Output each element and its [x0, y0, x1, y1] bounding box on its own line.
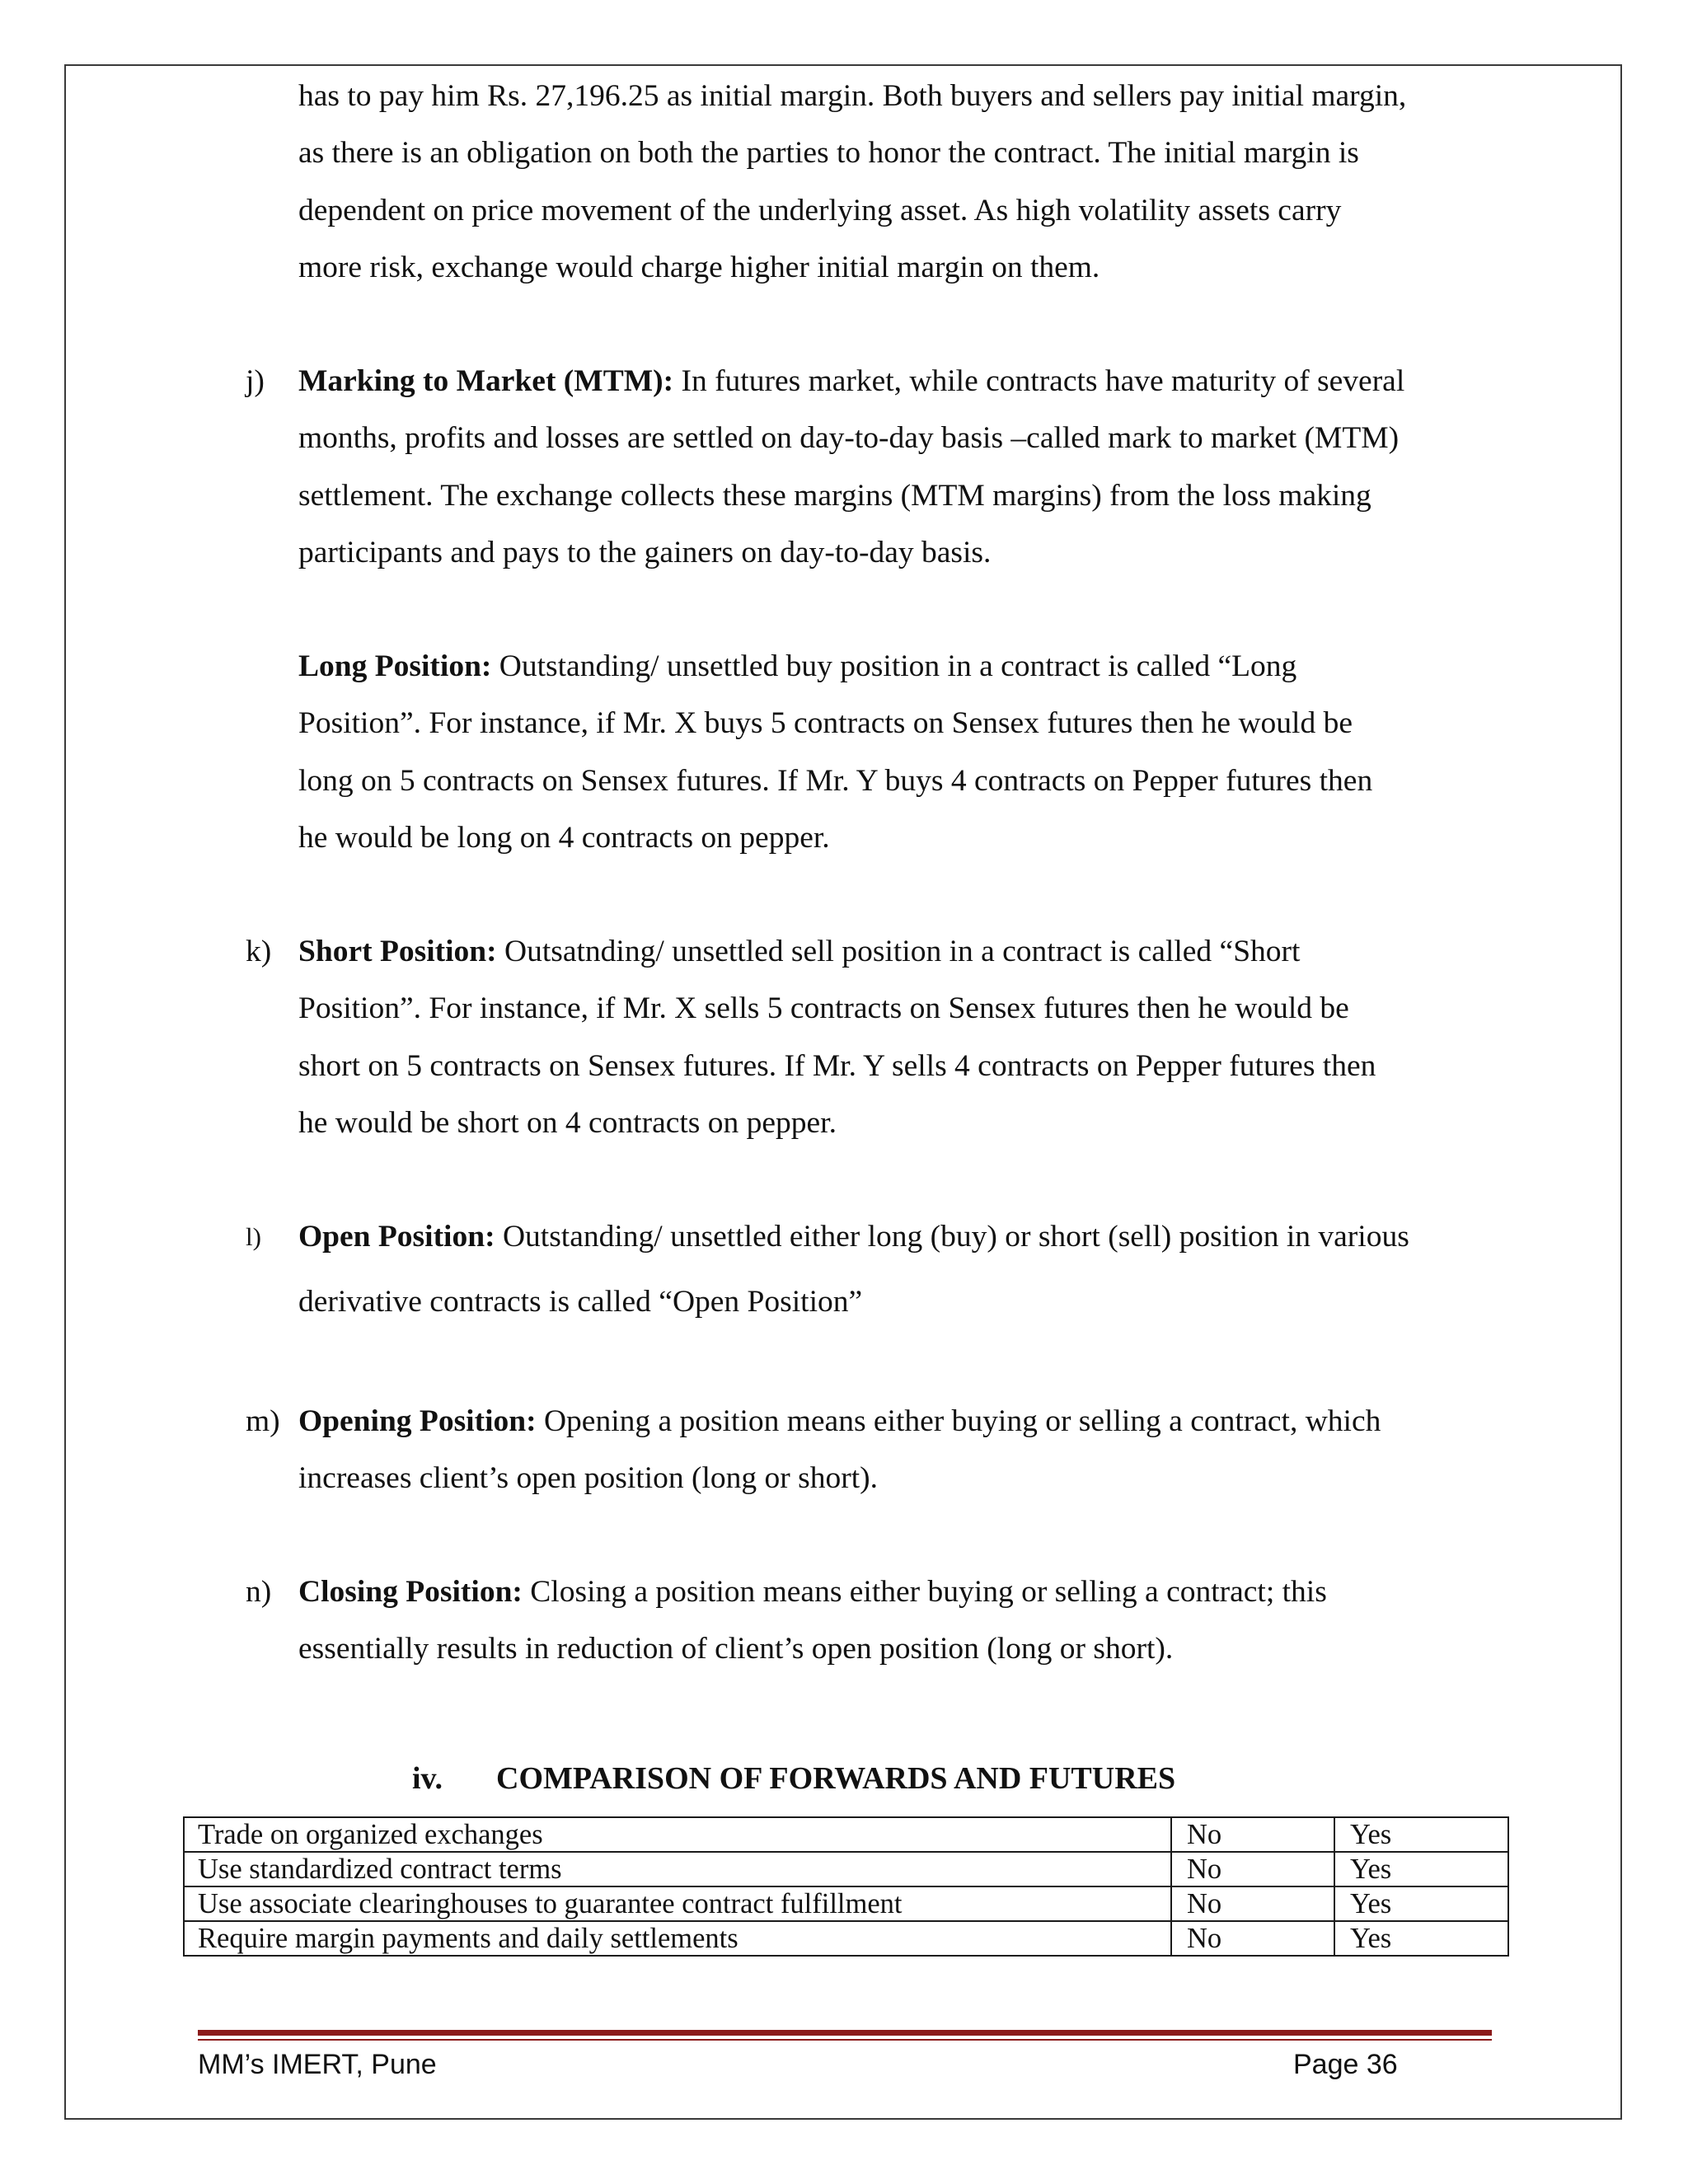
text-line: Position”. For instance, if Mr. X buys 5 contracts on Sensex futures then he would be: [298, 706, 1353, 741]
footer-page-number: Page 36: [1293, 2049, 1398, 2080]
text-line: derivative contracts is called “Open Position”: [298, 1285, 863, 1319]
text-line: essentially results in reduction of client’s open position (long or short).: [298, 1632, 1174, 1666]
table-cell-futures: Yes: [1334, 1817, 1508, 1852]
table-cell-futures: Yes: [1334, 1921, 1508, 1956]
term-heading: Closing Position:: [298, 1575, 523, 1609]
item-short-position: [298, 923, 1502, 1151]
text-line: more risk, exchange would charge higher initial margin on them.: [298, 250, 1100, 284]
text-line: [298, 1208, 1502, 1265]
item-closing-position: [298, 1563, 1502, 1678]
section-title: COMPARISON OF FORWARDS AND FUTURES: [496, 1761, 1176, 1796]
item-marker-k: k): [246, 935, 272, 968]
text-line: [298, 1563, 1502, 1620]
term-heading: Opening Position:: [298, 1404, 537, 1438]
item-marking-to-market: [298, 353, 1502, 581]
text-line: he would be long on 4 contracts on pepper.: [298, 820, 830, 855]
term-heading: Long Position:: [298, 649, 492, 683]
item-opening-position: [298, 1393, 1502, 1507]
item-marker-n: n): [246, 1575, 272, 1609]
table-row: [184, 1852, 1508, 1886]
text-line: [298, 638, 1502, 695]
text-line: he would be short on 4 contracts on pepper.: [298, 1105, 837, 1140]
item-marker-j: j): [246, 364, 265, 398]
text-line: [298, 1393, 1502, 1450]
term-text: Opening a position means either buying or selling a contract, which: [536, 1404, 1381, 1438]
text-line: short on 5 contracts on Sensex futures. If Mr. Y sells 4 contracts on Pepper futures then: [298, 1048, 1376, 1083]
table-cell-feature: Use associate clearinghouses to guarantee contract fulfillment: [184, 1886, 1171, 1921]
table-row: [184, 1921, 1508, 1956]
term-heading: Marking to Market (MTM):: [298, 364, 674, 398]
footer-rule: [198, 2030, 1492, 2036]
item-marker-l: l): [246, 1222, 261, 1251]
text-line: has to pay him Rs. 27,196.25 as initial margin. Both buyers and sellers pay initial margin,: [298, 79, 1407, 113]
text-line: Position”. For instance, if Mr. X sells 5 contracts on Sensex futures then he would be: [298, 991, 1349, 1026]
item-marker-m: m): [246, 1404, 280, 1438]
table-cell-forwards: No: [1171, 1886, 1334, 1921]
table-cell-futures: Yes: [1334, 1852, 1508, 1886]
text-line: [298, 353, 1502, 410]
table-cell-forwards: No: [1171, 1817, 1334, 1852]
table-row: [184, 1817, 1508, 1852]
item-long-position: [298, 638, 1502, 866]
text-line: dependent on price movement of the underlying asset. As high volatility assets carry: [298, 193, 1342, 227]
term-text: Outsatnding/ unsettled sell position in a contract is called “Short: [496, 935, 1301, 968]
footer-rule-thin: [198, 2039, 1492, 2041]
footer-institution: MM’s IMERT, Pune: [198, 2049, 437, 2080]
term-text: Outstanding/ unsettled either long (buy) or short (sell) position in various: [495, 1220, 1409, 1254]
text-line: settlement. The exchange collects these margins (MTM margins) from the loss making: [298, 478, 1372, 513]
item-open-position: [298, 1208, 1502, 1331]
table-row: [184, 1886, 1508, 1921]
text-line: as there is an obligation on both the parties to honor the contract. The initial margin is: [298, 136, 1359, 171]
term-text: In futures market, while contracts have maturity of several: [673, 364, 1405, 398]
text-line: months, profits and losses are settled on day-to-day basis –called mark to market (MTM): [298, 421, 1400, 456]
text-line: participants and pays to the gainers on day-to-day basis.: [298, 535, 992, 569]
term-text: Outstanding/ unsettled buy position in a contract is called “Long: [491, 649, 1297, 683]
text-line: increases client’s open position (long or short).: [298, 1461, 878, 1496]
term-heading: Short Position:: [298, 935, 497, 968]
table-cell-feature: Use standardized contract terms: [184, 1852, 1171, 1886]
table-cell-feature: Trade on organized exchanges: [184, 1817, 1171, 1852]
table-cell-futures: Yes: [1334, 1886, 1508, 1921]
table-cell-forwards: No: [1171, 1852, 1334, 1886]
intro-paragraph: [298, 68, 1502, 296]
table-cell-feature: Require margin payments and daily settlements: [184, 1921, 1171, 1956]
section-number: iv.: [412, 1761, 443, 1796]
term-heading: Open Position:: [298, 1220, 495, 1254]
comparison-table: [183, 1816, 1509, 1957]
text-line: [298, 923, 1502, 980]
table-cell-forwards: No: [1171, 1921, 1334, 1956]
term-text: Closing a position means either buying or selling a contract; this: [522, 1575, 1327, 1609]
text-line: long on 5 contracts on Sensex futures. If Mr. Y buys 4 contracts on Pepper futures then: [298, 763, 1373, 798]
section-heading: [412, 1755, 1175, 1802]
